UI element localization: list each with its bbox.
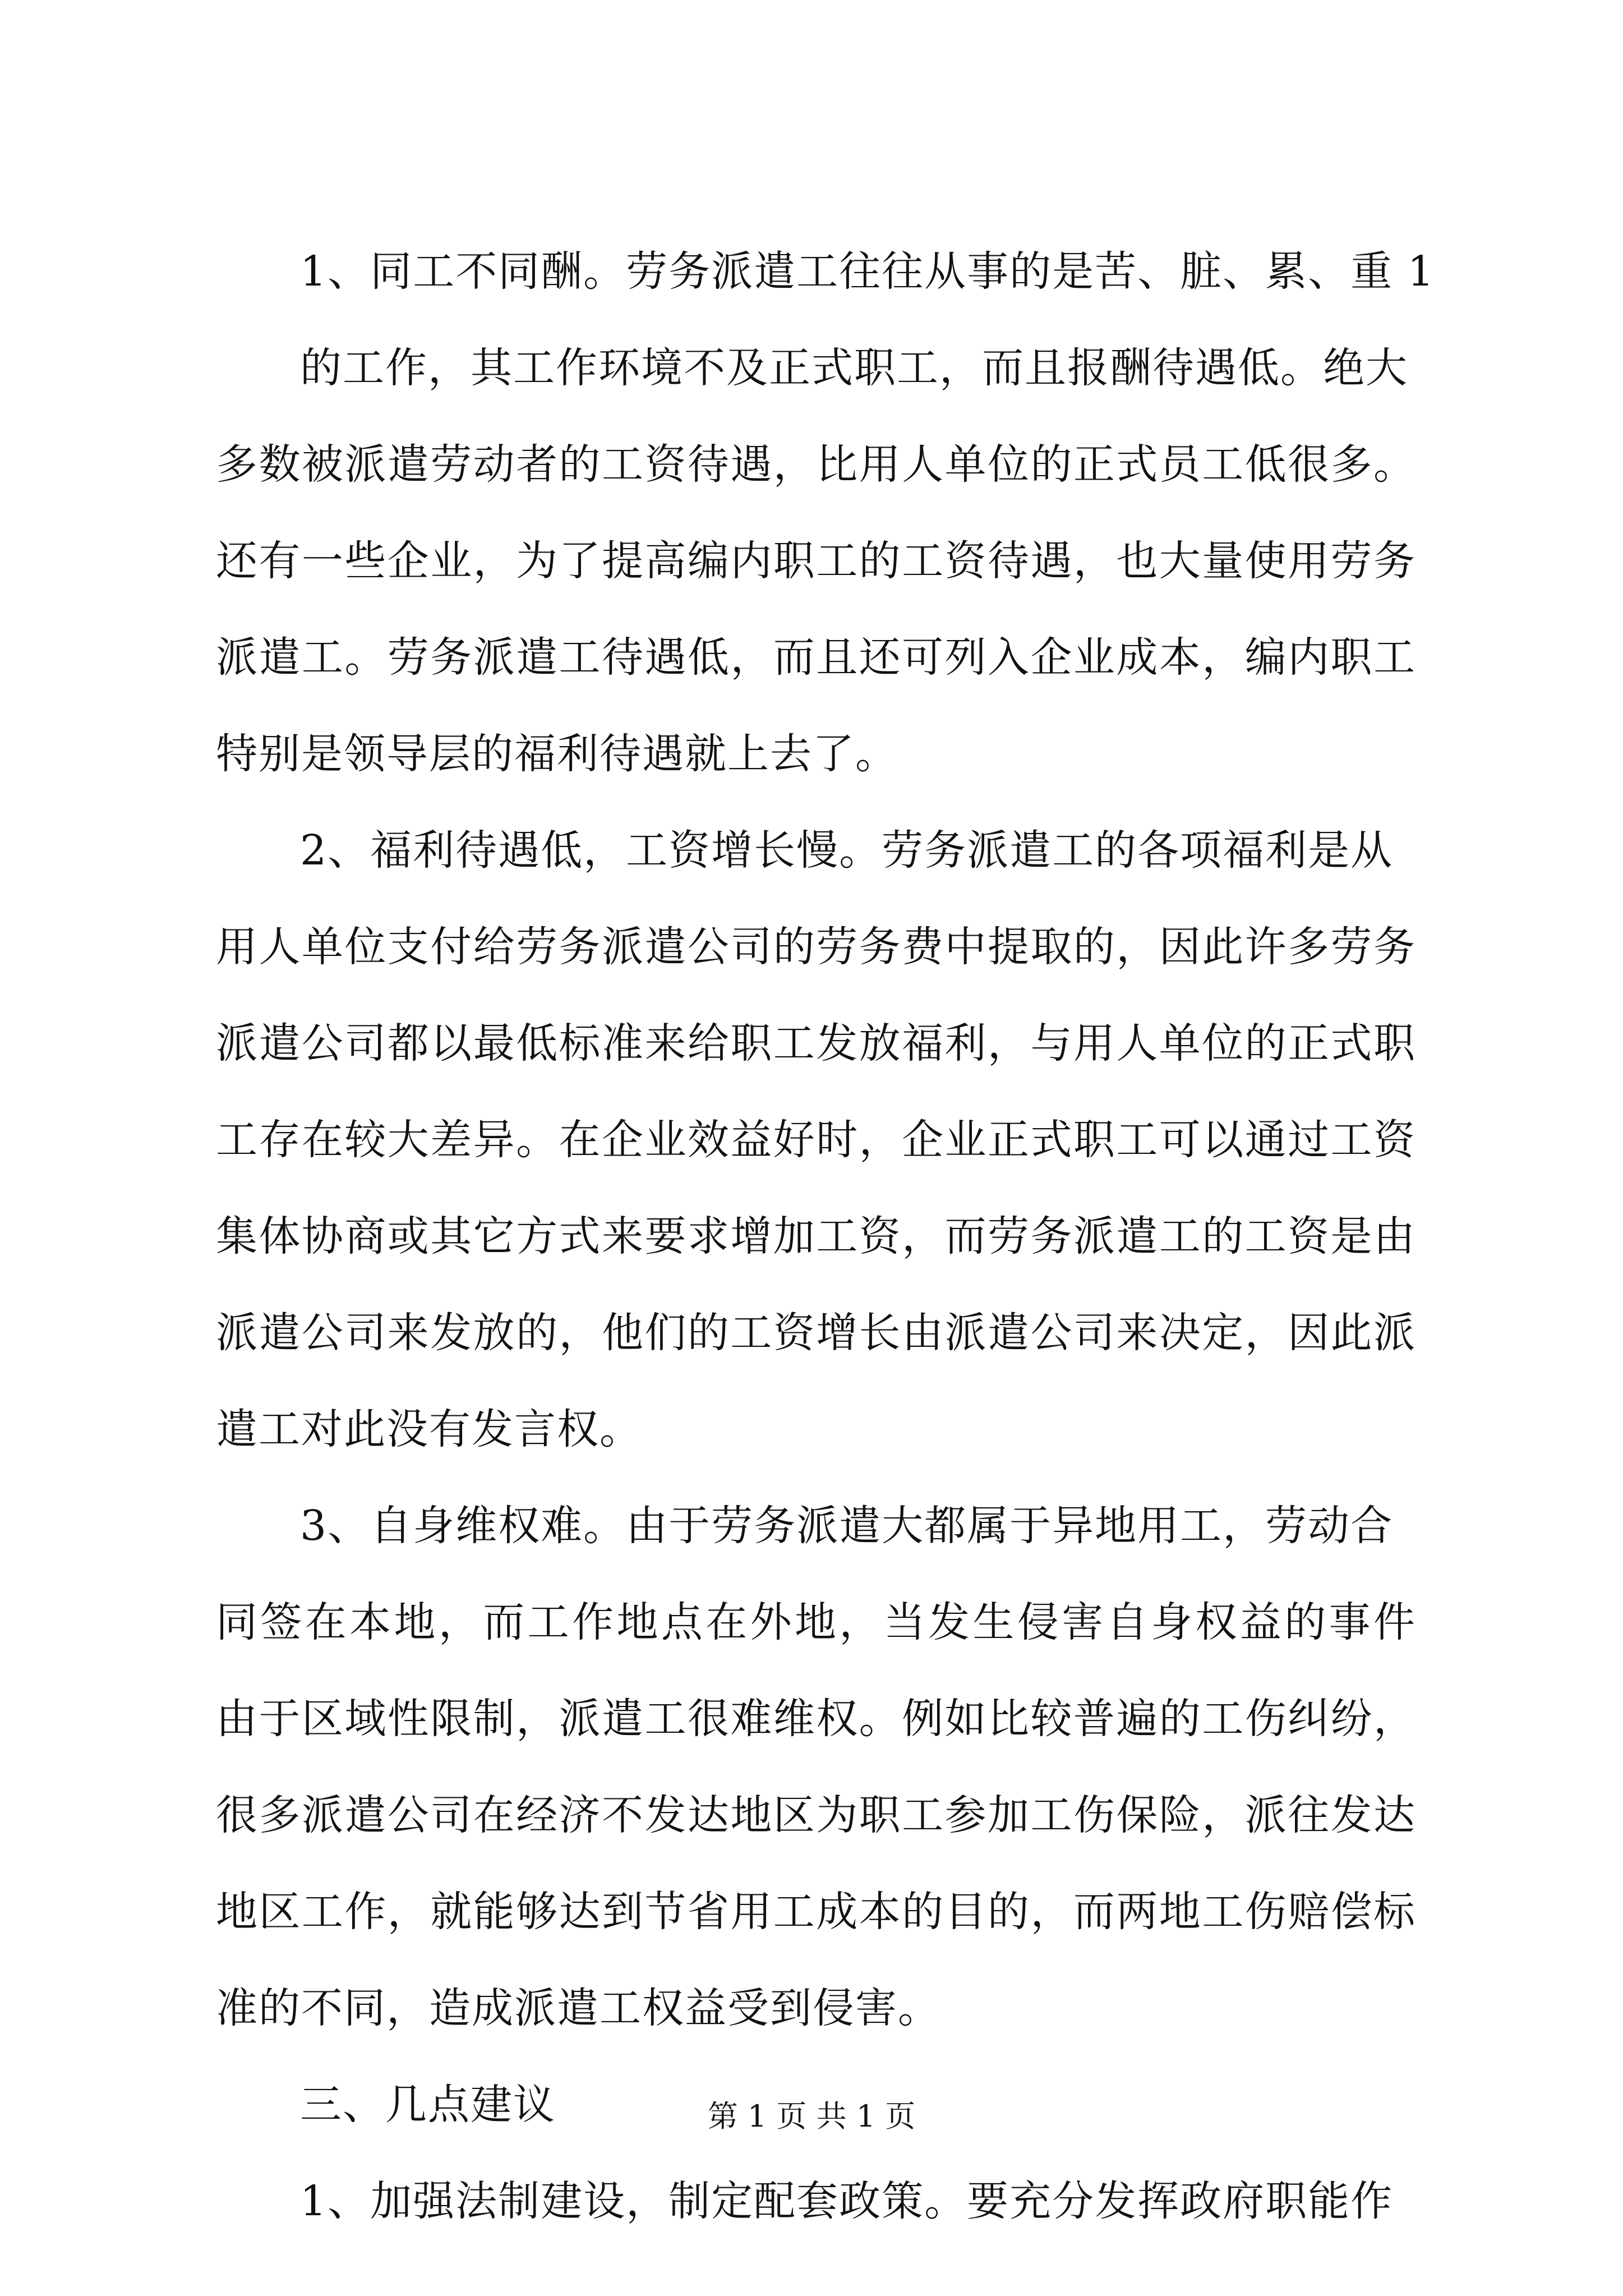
document-body [216, 223, 1435, 2249]
paragraph-1-line-1: 1、同工不同酬。劳务派遣工往往从事的是苦、脏、累、重 1 [300, 247, 1435, 296]
paragraph-3-line-1: 3、自身维权难。由于劳务派遣大都属于异地用工，劳动合 [300, 1502, 1394, 1550]
paragraph-1-line-2: 的工作，其工作环境不及正式职工，而且报酬待遇低。绝大 [300, 344, 1408, 392]
paragraph-2-line-4: 工存在较大差异。在企业效益好时，企业正式职工可以通过工资 [216, 1116, 1416, 1164]
paragraph-4-line-1: 1、加强法制建设，制定配套政策。要充分发挥政府职能作 [300, 2177, 1394, 2225]
page-footer: 第 1 页 共 1 页 [707, 2099, 916, 2134]
paragraph-3-line-4: 很多派遣公司在经济不发达地区为职工参加工伤保险，派往发达 [216, 1791, 1416, 1839]
paragraph-2-line-1: 2、福利待遇低，工资增长慢。劳务派遣工的各项福利是从 [300, 826, 1394, 875]
paragraph-1-line-4: 还有一些企业，为了提高编内职工的工资待遇，也大量使用劳务 [216, 537, 1416, 585]
paragraph-2-line-6: 派遣公司来发放的，他们的工资增长由派遣公司来决定，因此派 [216, 1309, 1416, 1357]
paragraph-2-line-7: 遣工对此没有发言权。 [216, 1405, 642, 1453]
paragraph-3-line-5: 地区工作，就能够达到节省用工成本的目的，而两地工伤赔偿标 [216, 1888, 1416, 1936]
paragraph-2-line-5: 集体协商或其它方式来要求增加工资，而劳务派遣工的工资是由 [216, 1212, 1416, 1260]
paragraph-3-line-2: 同签在本地，而工作地点在外地，当发生侵害自身权益的事件 [216, 1598, 1416, 1646]
paragraph-3-line-6: 准的不同，造成派遣工权益受到侵害。 [216, 1984, 940, 2032]
paragraph-1-line-5: 派遣工。劳务派遣工待遇低，而且还可列入企业成本，编内职工 [216, 633, 1416, 682]
paragraph-1-line-3: 多数被派遣劳动者的工资待遇，比用人单位的正式员工低很多。 [216, 440, 1416, 489]
section-heading: 三、几点建议 [300, 2081, 556, 2129]
paragraph-3-line-3: 由于区域性限制，派遣工很难维权。例如比较普遍的工伤纠纷， [216, 1695, 1416, 1743]
paragraph-2-line-2: 用人单位支付给劳务派遣公司的劳务费中提取的，因此许多劳务 [216, 923, 1416, 971]
paragraph-1-line-6: 特别是领导层的福利待遇就上去了。 [216, 730, 898, 778]
paragraph-2-line-3: 派遣公司都以最低标准来给职工发放福利，与用人单位的正式职 [216, 1019, 1416, 1068]
